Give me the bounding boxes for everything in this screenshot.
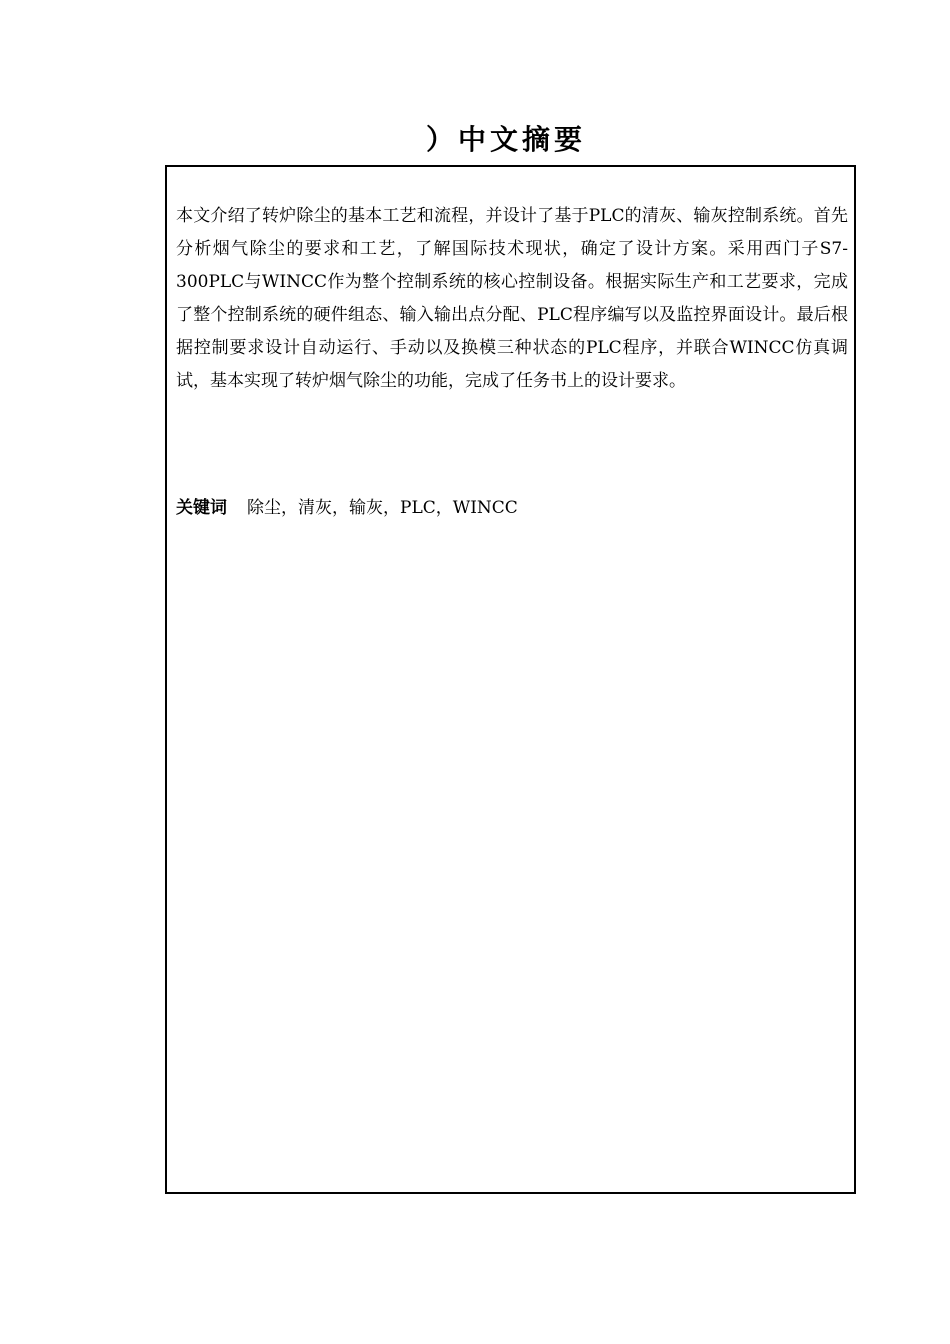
keywords-label: 关键词 [176,498,227,518]
abstract-box [165,165,856,1194]
keywords-value: 除尘，清灰，输灰，PLC，WINCC [247,498,518,518]
page-title: ）中文摘要 [425,123,586,156]
keywords-line [176,492,518,525]
abstract-text: 本文介绍了转炉除尘的基本工艺和流程，并设计了基于PLC的清灰、输灰控制系统。首先分析烟气除尘的要求和工艺，了解国际技术现状，确定了设计方案。采用西门子S7-300PLC与WINCC作为整个控制系统的核心控制设备。根据实际生产和工艺要求，完成了整个控制系统的硬件组态、输入输出点分配、PLC程序编写以及监控界面设计。最后根据控制要求设计自动运行、手动以及换模三种状态的PLC程序，并联合WINCC仿真调试，基本实现了转炉烟气除尘的功能，完成了任务书上的设计要求。 [176,206,848,391]
